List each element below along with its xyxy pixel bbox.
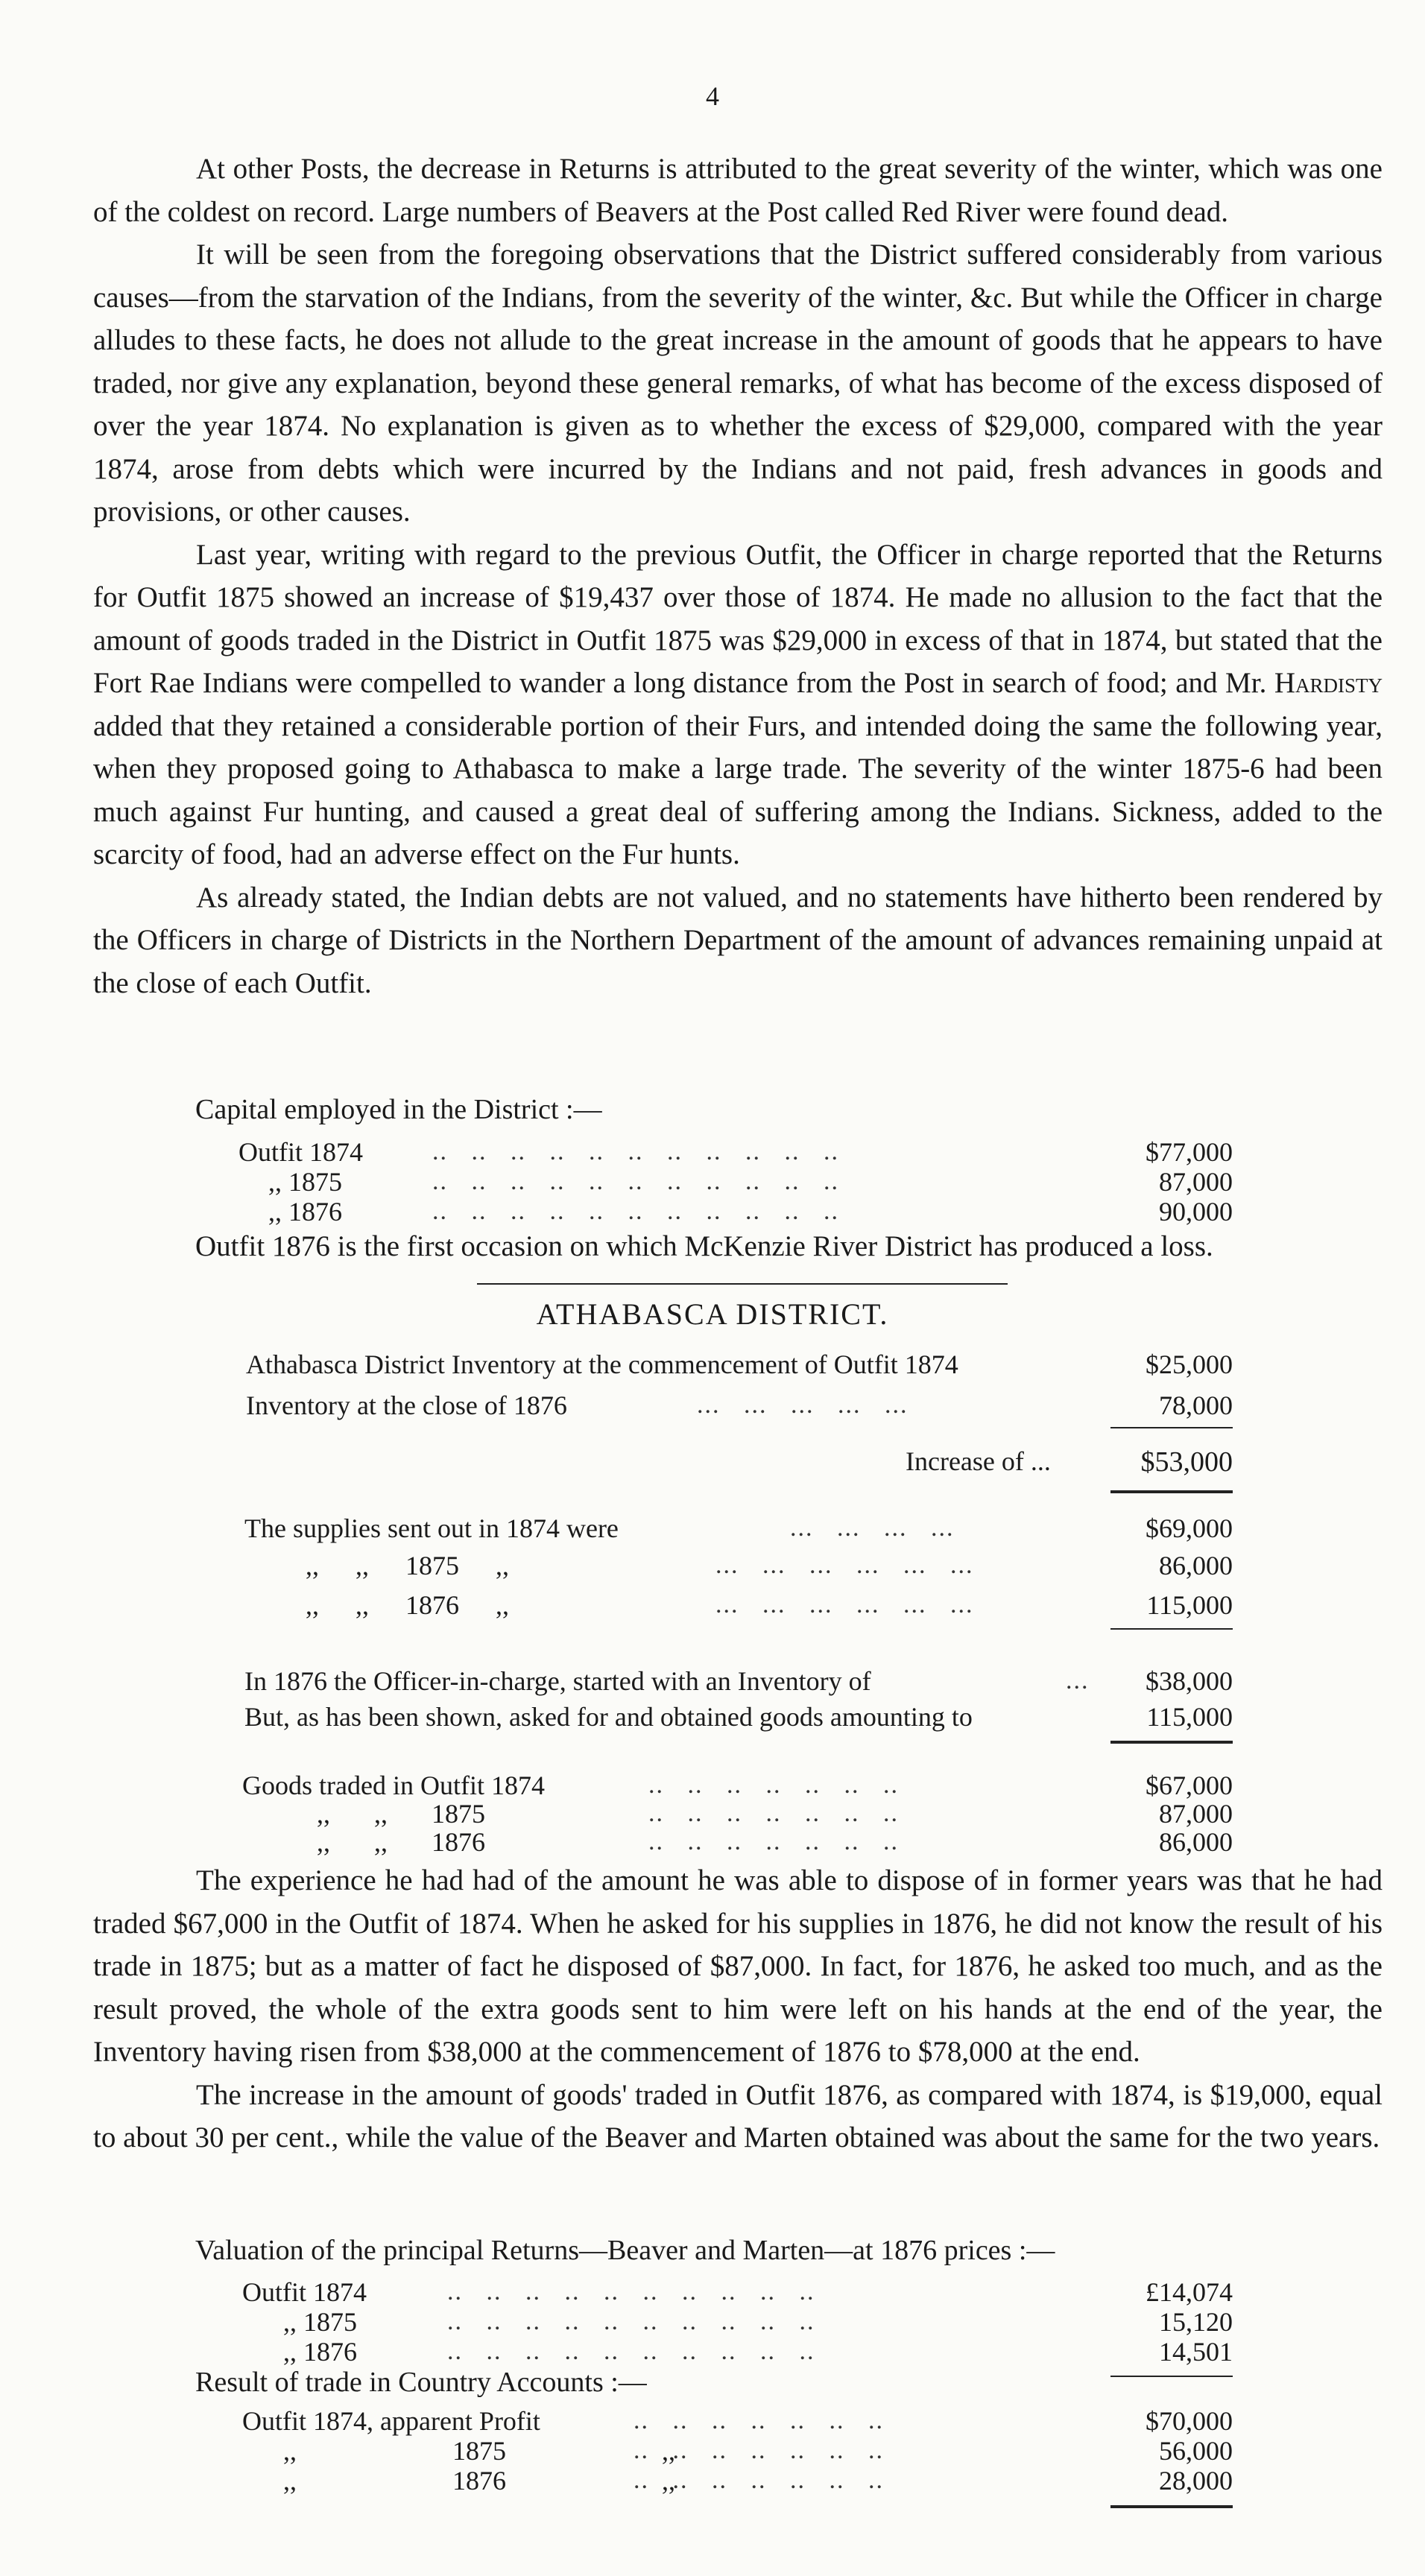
- inventory-label: Athabasca District Inventory at the commencement of Outfit 1874: [246, 1349, 958, 1379]
- result-row-label: ,, 1876 ,,: [283, 2466, 675, 2496]
- officer-label: In 1876 the Officer-in-charge, started with an Inventory of: [244, 1666, 871, 1696]
- leader-dots: .. .. .. .. .. .. ..: [633, 2466, 884, 2494]
- total-rule: [1110, 1490, 1233, 1493]
- result-row-value: 28,000: [1159, 2466, 1233, 2496]
- leader-dots: .. .. .. .. .. .. ..: [648, 1828, 899, 1855]
- inventory-value: $25,000: [1146, 1349, 1233, 1379]
- goods-traded-label: ,, ,, 1875: [317, 1799, 485, 1829]
- increase-label: Increase of ...: [906, 1446, 1051, 1476]
- valuation-row-value: 14,501: [1159, 2337, 1233, 2367]
- capital-row-value: 87,000: [1159, 1167, 1233, 1197]
- leader-dots: .. .. .. .. .. .. ..: [648, 1771, 899, 1799]
- leader-dots: .. .. .. .. .. .. .. .. .. ..: [447, 2308, 815, 2335]
- supplies-label: ,, ,, 1875 ,,: [306, 1551, 509, 1580]
- leader-dots: .. .. .. .. .. .. .. .. .. .. ..: [432, 1138, 839, 1165]
- paragraph: The increase in the amount of goods' traded in Outfit 1876, as compared with 1874, is $19,000, equal to about 30 per cent., while the value of the Beaver and Marten obtained was about the same for the two years.: [93, 2078, 1383, 2153]
- goods-traded-value: $67,000: [1146, 1770, 1233, 1800]
- valuation-row-label: Outfit 1874: [242, 2277, 367, 2307]
- result-label: Result of trade in Country Accounts :—: [195, 2367, 647, 2398]
- leader-dots: .. .. .. .. .. .. ..: [633, 2437, 884, 2464]
- leader-dots: .. .. .. .. .. .. ..: [633, 2407, 884, 2434]
- leader-dots: .. .. .. .. .. .. .. .. .. ..: [447, 2278, 815, 2306]
- leader-dots: ... ... ... ... ... ...: [715, 1551, 974, 1579]
- capital-row-value: $77,000: [1146, 1137, 1233, 1167]
- goods-traded-value: 87,000: [1159, 1799, 1233, 1829]
- valuation-row-label: ,, 1875: [283, 2307, 357, 2337]
- leader-dots: .. .. .. .. .. .. ..: [648, 1800, 899, 1827]
- leader-dots: .. .. .. .. .. .. .. .. .. .. ..: [432, 1168, 839, 1195]
- section-heading: ATHABASCA DISTRICT.: [536, 1297, 889, 1331]
- paragraph: [93, 534, 1383, 876]
- athabasca-text: [93, 1859, 1383, 2159]
- total-rule: [1110, 1427, 1233, 1428]
- valuation-row-value: £14,074: [1146, 2277, 1233, 2307]
- result-row-value: $70,000: [1146, 2406, 1233, 2436]
- supplies-value: 115,000: [1146, 1590, 1233, 1620]
- valuation-row-label: ,, 1876: [283, 2337, 357, 2367]
- result-row-label: ,, 1875 ,,: [283, 2436, 675, 2466]
- paragraph: The experience he had had of the amount he was able to dispose of in former years was that he had traded $67,000 in the Outfit of 1874. When he asked for his supplies in 1876, he did not know the result of his trade in 1875; but as a matter of fact he disposed of $87,000. In fact, for 1876, he asked too much, and as the result proved, the whole of the extra goods sent to him were left on his hands at the end of the year, the Inventory having risen from $38,000 at the commencement of 1876 to $78,000 at the end.: [93, 1864, 1383, 2068]
- supplies-label: The supplies sent out in 1874 were: [244, 1513, 619, 1543]
- total-rule: [1110, 2505, 1233, 2508]
- person-name: Hardisty: [1274, 667, 1383, 699]
- leader-dots: ... ... ... ... ...: [697, 1391, 909, 1419]
- officer-label: But, as has been shown, asked for and obtained goods amounting to: [244, 1702, 973, 1732]
- paragraph-text: added that they retained a considerable portion of their Furs, and intended doing the same the following year, when they proposed going to Athabasca to make a large trade. The severity of the winter 1875-6 had been much against Fur hunting, and caused a great deal of suffering among the Indians. Sickness, added to the scarcity of food, had an adverse effect on the Fur hunts.: [93, 709, 1383, 870]
- capital-row-label: Outfit 1874: [238, 1137, 363, 1167]
- leader-dots: ... ... ... ... ... ...: [715, 1591, 974, 1618]
- officer-value: 115,000: [1146, 1702, 1233, 1732]
- paragraph: It will be seen from the foregoing observations that the District suffered considerably from various causes—from the starvation of the Indians, from the severity of the winter, &c. But while the Officer in charge alludes to these facts, he does not allude to the great increase in the amount of goods that he appears to have traded, nor give any explanation, beyond these general remarks, of what has become of the excess disposed of over the year 1874. No explanation is given as to whether the excess of $29,000, compared with the year 1874, arose from debts which were incurred by the Indians and not paid, fresh advances in goods and provisions, or other causes.: [93, 238, 1383, 528]
- capital-row-value: 90,000: [1159, 1197, 1233, 1227]
- paragraph-text: Last year, writing with regard to the previous Outfit, the Officer in charge reported that the Returns for Outfit 1875 showed an increase of $19,437 over those of 1874. He made no allusion to the fact that the amount of goods traded in the District in Outfit 1875 was $29,000 in excess of that in 1874, but stated that the Fort Rae Indians were compelled to wander a long distance from the Post in search of food; and Mr.: [93, 538, 1383, 699]
- goods-traded-label: ,, ,, 1876: [317, 1827, 485, 1857]
- increase-value: $53,000: [1140, 1446, 1233, 1478]
- supplies-value: 86,000: [1159, 1551, 1233, 1580]
- valuation-label: Valuation of the principal Returns—Beaver and Marten—at 1876 prices :—: [195, 2235, 1055, 2266]
- loss-statement: Outfit 1876 is the first occasion on which McKenzie River District has produced a loss.: [195, 1230, 1213, 1262]
- total-rule: [1110, 1628, 1233, 1630]
- opening-text: [93, 148, 1383, 1004]
- officer-value: $38,000: [1146, 1666, 1233, 1696]
- goods-traded-label: Goods traded in Outfit 1874: [242, 1770, 545, 1800]
- inventory-label: Inventory at the close of 1876: [246, 1390, 567, 1420]
- paragraph: At other Posts, the decrease in Returns is attributed to the great severity of the winter, which was one of the coldest on record. Large numbers of Beavers at the Post called Red River were found dead.: [93, 153, 1383, 228]
- goods-traded-value: 86,000: [1159, 1827, 1233, 1857]
- valuation-row-value: 15,120: [1159, 2307, 1233, 2337]
- capital-row-label: ,, 1876: [268, 1197, 342, 1227]
- supplies-value: $69,000: [1146, 1513, 1233, 1543]
- total-rule: [1110, 1741, 1233, 1744]
- leader-dots: .. .. .. .. .. .. .. .. .. .. ..: [432, 1197, 839, 1225]
- leader-dots: .. .. .. .. .. .. .. .. .. ..: [447, 2338, 815, 2365]
- capital-row-label: ,, 1875: [268, 1167, 342, 1197]
- leader-dots: ...: [1066, 1667, 1090, 1694]
- paragraph: As already stated, the Indian debts are not valued, and no statements have hitherto been rendered by the Officers in charge of Districts in the Northern Department of the amount of advances remaining unpaid at the close of each Outfit.: [93, 881, 1383, 999]
- supplies-label: ,, ,, 1876 ,,: [306, 1590, 509, 1620]
- result-row-label: Outfit 1874, apparent Profit: [242, 2406, 540, 2436]
- total-rule: [1110, 2376, 1233, 2377]
- inventory-value: 78,000: [1159, 1390, 1233, 1420]
- result-row-value: 56,000: [1159, 2436, 1233, 2466]
- leader-dots: ... ... ... ...: [790, 1514, 955, 1542]
- capital-label: Capital employed in the District :—: [195, 1094, 602, 1125]
- section-divider: [477, 1283, 1008, 1285]
- page-number: 4: [706, 81, 719, 111]
